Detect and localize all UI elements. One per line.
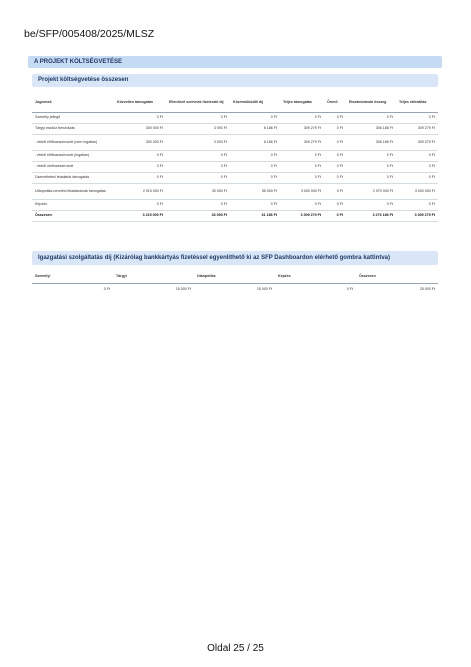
fee-value-row <box>32 283 438 295</box>
cell-amount: 0 Ft <box>324 150 346 161</box>
budget-col-header: Elszámolandó összeg <box>346 93 396 112</box>
cell-amount: 3 000 000 Ft <box>396 183 438 199</box>
fee-table <box>32 271 438 295</box>
cell-amount: 3 093 Ft <box>166 123 230 134</box>
fee-amount: 0 Ft <box>346 286 353 291</box>
row-label: Összesen <box>32 210 114 221</box>
cell-amount: 0 Ft <box>396 161 438 172</box>
budget-table <box>32 93 438 222</box>
budget-body <box>32 112 438 221</box>
budget-col-header: Közvetlen támogatás <box>114 93 166 112</box>
cell-amount: 0 Ft <box>230 199 280 210</box>
cell-amount: 33 093 Ft <box>166 210 230 221</box>
budget-col-header: Önerő <box>324 93 346 112</box>
fee-col-header: Összesen <box>356 271 438 283</box>
cell-amount: 0 Ft <box>396 172 438 183</box>
cell-amount: 309 279 Ft <box>396 123 438 134</box>
row-label: Tárgyi eszköz beruházás <box>32 123 114 134</box>
cell-amount: 0 Ft <box>230 161 280 172</box>
budget-col-header: Ellenőrző szervnek fizetendő díj <box>166 93 230 112</box>
row-label: - ebből előfinanszírozott (nem ingatlan) <box>32 134 114 150</box>
cell-amount: 0 Ft <box>114 161 166 172</box>
cell-amount: 309 279 Ft <box>396 134 438 150</box>
fee-col-header: Képzés <box>275 271 356 283</box>
fee-col-header: Személyi <box>32 271 113 283</box>
cell-amount: 0 Ft <box>166 172 230 183</box>
fee-header-row <box>32 271 438 283</box>
row-label: Üzemeltetési feladatok támogatás <box>32 172 114 183</box>
cell-amount: 3 215 000 Ft <box>114 210 166 221</box>
cell-amount: 0 Ft <box>324 210 346 221</box>
table-row <box>32 199 438 210</box>
cell-amount: 2 915 000 Ft <box>114 183 166 199</box>
budget-col-header: Jogcímek <box>32 93 114 112</box>
cell-amount: 0 Ft <box>114 150 166 161</box>
fee-col-header: Utánpótlás <box>194 271 275 283</box>
cell-amount: 0 Ft <box>166 112 230 123</box>
cell-amount: 0 Ft <box>114 199 166 210</box>
cell-amount: 0 Ft <box>280 150 324 161</box>
cell-amount: 0 Ft <box>230 112 280 123</box>
cell-amount: 0 Ft <box>280 161 324 172</box>
cell-amount: 306 186 Ft <box>346 123 396 134</box>
table-row <box>32 134 438 150</box>
cell-amount: 61 186 Ft <box>230 210 280 221</box>
cell-amount: 0 Ft <box>280 199 324 210</box>
cell-amount: 6 186 Ft <box>230 123 280 134</box>
cell-amount: 0 Ft <box>324 199 346 210</box>
cell-amount: 306 186 Ft <box>346 134 396 150</box>
section-header: A PROJEKT KÖLTSÉGVETÉSE <box>28 56 442 68</box>
cell-amount: 0 Ft <box>324 123 346 134</box>
cell-amount: 0 Ft <box>166 199 230 210</box>
budget-total-row <box>32 210 438 221</box>
cell-amount: 0 Ft <box>324 134 346 150</box>
budget-col-header: Teljes támogatás <box>280 93 324 112</box>
cell-amount: 6 186 Ft <box>230 134 280 150</box>
row-label: - ebből utófinanszírozott <box>32 161 114 172</box>
budget-title-bar: Projekt költségvetése összesen <box>32 74 438 87</box>
table-row <box>32 161 438 172</box>
page-number: Oldal 25 / 25 <box>207 643 264 654</box>
cell-amount: 300 000 Ft <box>114 134 166 150</box>
fee-amount: 15 000 Ft <box>175 286 191 291</box>
row-label: - ebből előfinanszírozott (ingatlan) <box>32 150 114 161</box>
cell-amount: 0 Ft <box>346 172 396 183</box>
cell-amount: 0 Ft <box>396 150 438 161</box>
cell-amount: 300 000 Ft <box>114 123 166 134</box>
table-row <box>32 112 438 123</box>
fee-col-header: Tárgyi <box>113 271 194 283</box>
cell-amount: 0 Ft <box>346 112 396 123</box>
fee-amount: 25 000 Ft <box>419 286 435 291</box>
cell-amount: 0 Ft <box>166 150 230 161</box>
cell-amount: 3 309 279 Ft <box>280 210 324 221</box>
cell-amount: 0 Ft <box>346 161 396 172</box>
table-row <box>32 150 438 161</box>
cell-amount: 0 Ft <box>166 161 230 172</box>
cell-amount: 0 Ft <box>324 161 346 172</box>
cell-amount: 3 309 279 Ft <box>396 210 438 221</box>
cell-amount: 55 000 Ft <box>230 183 280 199</box>
budget-col-header: Teljes ráfordítás <box>396 93 438 112</box>
cell-amount: 0 Ft <box>114 112 166 123</box>
cell-amount: 0 Ft <box>230 172 280 183</box>
cell-amount: 0 Ft <box>396 199 438 210</box>
cell-amount: 0 Ft <box>324 172 346 183</box>
cell-amount: 0 Ft <box>396 112 438 123</box>
document-id: be/SFP/005408/2025/MLSZ <box>24 28 155 40</box>
budget-header-row <box>32 93 438 112</box>
table-row <box>32 123 438 134</box>
cell-amount: 3 276 186 Ft <box>346 210 396 221</box>
cell-amount: 0 Ft <box>280 172 324 183</box>
table-row <box>32 183 438 199</box>
cell-amount: 0 Ft <box>280 112 324 123</box>
cell-amount: 0 Ft <box>324 112 346 123</box>
row-label: Képzés <box>32 199 114 210</box>
cell-amount: 0 Ft <box>346 150 396 161</box>
fee-amount: 15 000 Ft <box>256 286 272 291</box>
cell-amount: 3 000 000 Ft <box>280 183 324 199</box>
cell-amount: 0 Ft <box>346 199 396 210</box>
table-row <box>32 172 438 183</box>
cell-amount: 2 970 000 Ft <box>346 183 396 199</box>
budget-col-header: Közreműködői díj <box>230 93 280 112</box>
cell-amount: 309 279 Ft <box>280 134 324 150</box>
row-label: Személy jellegű <box>32 112 114 123</box>
cell-amount: 0 Ft <box>324 183 346 199</box>
cell-amount: 0 Ft <box>114 172 166 183</box>
fee-title-bar: Igazgatási szolgáltatás díj (Kizárólag bankkártyás fizetéssel egyenlíthető ki az SFP Dashboardon elérhető gombra kattintva) <box>32 251 438 265</box>
cell-amount: 309 279 Ft <box>280 123 324 134</box>
cell-amount: 30 000 Ft <box>166 183 230 199</box>
fee-amount: 0 Ft <box>103 286 110 291</box>
cell-amount: 0 Ft <box>230 150 280 161</box>
cell-amount: 3 093 Ft <box>166 134 230 150</box>
row-label: Utánpótlás-nevelési feladatoknak támogatás <box>32 183 114 199</box>
